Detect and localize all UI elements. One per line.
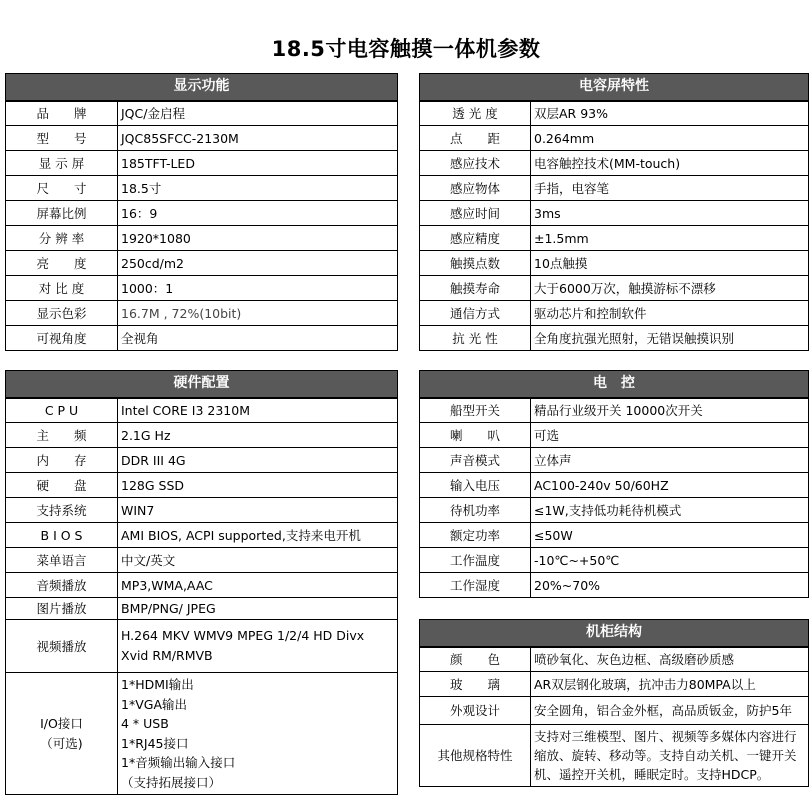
table-row: [6, 276, 398, 301]
spec-label: 船型开关: [420, 398, 531, 423]
spec-label: 感应精度: [420, 226, 531, 251]
table-row: [420, 423, 809, 448]
spec-label: B I O S: [6, 523, 118, 548]
spec-label: 对 比 度: [6, 276, 118, 301]
table-row: [420, 647, 809, 672]
table-row: [6, 326, 398, 351]
spec-value: ≤50W: [531, 523, 809, 548]
spec-label: 品 牌: [6, 101, 118, 126]
spec-label: C P U: [6, 398, 118, 423]
table-row: [6, 201, 398, 226]
spec-label: 输入电压: [420, 473, 531, 498]
io-label: I/O接口: [40, 715, 83, 731]
table-row: [420, 126, 809, 151]
spec-value: 1920*1080: [118, 226, 398, 251]
spec-value: 16：9: [118, 201, 398, 226]
table-row: [420, 725, 809, 787]
table-row: [420, 301, 809, 326]
spec-value: 可选: [531, 423, 809, 448]
spec-label: 工作湿度: [420, 573, 531, 598]
spec-label: 音频播放: [6, 573, 118, 598]
spec-value: MP3,WMA,AAC: [118, 573, 398, 598]
spec-value: 手指，电容笔: [531, 176, 809, 201]
spec-label: 颜 色: [420, 647, 531, 672]
spec-label: 内 存: [6, 448, 118, 473]
spec-value: AMI BIOS, ACPI supported,支持来电开机: [118, 523, 398, 548]
spec-value: 驱动芯片和控制软件: [531, 301, 809, 326]
spec-value: 10点触摸: [531, 251, 809, 276]
table-row: [420, 176, 809, 201]
table-row: [6, 101, 398, 126]
touch-header: 电容屏特性: [420, 74, 809, 101]
touch-spec-table: [419, 73, 809, 351]
table-row: [6, 176, 398, 201]
spec-label: 屏幕比例: [6, 201, 118, 226]
cabinet-header: 机柜结构: [420, 620, 809, 647]
spec-value: 安全圆角，铝合金外框，高品质钣金，防护5年: [531, 697, 809, 725]
spec-label: 尺 寸: [6, 176, 118, 201]
page-title: 18.5寸电容触摸一体机参数: [271, 37, 541, 61]
spec-value: 20%~70%: [531, 573, 809, 598]
table-row: [6, 226, 398, 251]
table-row: [6, 498, 398, 523]
spec-value: 250cd/m2: [118, 251, 398, 276]
table-row: [420, 201, 809, 226]
spec-value: ≤1W,支持低功耗待机模式: [531, 498, 809, 523]
spec-label: 点 距: [420, 126, 531, 151]
spec-value: 1000：1: [118, 276, 398, 301]
spec-label: 支持系统: [6, 498, 118, 523]
display-header: 显示功能: [6, 74, 398, 101]
other-spec-line: 缩放、旋转、移动等。支持自动关机、一键开关: [534, 748, 797, 763]
table-row: [420, 398, 809, 423]
spec-label: 抗 光 性: [420, 326, 531, 351]
other-spec-label: 其他规格特性: [420, 725, 531, 787]
spec-label: 分 辨 率: [6, 226, 118, 251]
spec-value: 2.1G Hz: [118, 423, 398, 448]
power-header: 电 控: [420, 371, 809, 398]
table-row: [420, 548, 809, 573]
spec-value: ±1.5mm: [531, 226, 809, 251]
table-row: [6, 251, 398, 276]
spec-label: 感应技术: [420, 151, 531, 176]
table-row: [6, 673, 398, 795]
table-row: [420, 697, 809, 725]
spec-value: 立体声: [531, 448, 809, 473]
spec-value: 精品行业级开关 10000次开关: [531, 398, 809, 423]
table-row: [420, 151, 809, 176]
spec-value: BMP/PNG/ JPEG: [118, 598, 398, 620]
spec-label: 触摸寿命: [420, 276, 531, 301]
io-line: 1*音频输出输入接口: [121, 755, 236, 770]
spec-value: 电容触控技术(MM-touch): [531, 151, 809, 176]
spec-value: 128G SSD: [118, 473, 398, 498]
io-line: 1*VGA输出: [121, 696, 187, 712]
table-row: [6, 573, 398, 598]
table-row: [420, 672, 809, 697]
spec-value: 喷砂氧化、灰色边框、高级磨砂质感: [531, 647, 809, 672]
spec-value: 中文/英文: [118, 548, 398, 573]
spec-value: 大于6000万次，触摸游标不漂移: [531, 276, 809, 301]
io-label-note: （可选): [40, 735, 83, 751]
spec-label: 通信方式: [420, 301, 531, 326]
spec-label: 透 光 度: [420, 101, 531, 126]
spec-label: 型 号: [6, 126, 118, 151]
spec-value: 全视角: [118, 326, 398, 351]
spec-value: WIN7: [118, 498, 398, 523]
other-spec-line: 机、遥控开关机，睡眠定时。支持HDCP。: [534, 767, 770, 782]
video-line: Xvid RM/RMVB: [121, 648, 213, 663]
spec-label: 显示色彩: [6, 301, 118, 326]
spec-value: 16.7M , 72%(10bit): [118, 301, 398, 326]
table-row: [6, 151, 398, 176]
spec-label: 声音模式: [420, 448, 531, 473]
spec-value: JQC/金启程: [118, 101, 398, 126]
io-line: 4 * USB: [121, 716, 169, 731]
spec-label: 感应物体: [420, 176, 531, 201]
other-spec-line: 支持对三维模型、图片、视频等多媒体内容进行: [534, 729, 797, 744]
video-line: H.264 MKV WMV9 MPEG 1/2/4 HD Divx: [121, 628, 365, 643]
spec-value: 双层AR 93%: [531, 101, 809, 126]
spec-label: 可视角度: [6, 326, 118, 351]
table-row: [6, 301, 398, 326]
spec-value: -10℃~+50℃: [531, 548, 809, 573]
spec-label: 亮 度: [6, 251, 118, 276]
spec-label: 硬 盘: [6, 473, 118, 498]
table-row: [6, 523, 398, 548]
table-row: [420, 473, 809, 498]
spec-label: 喇 叭: [420, 423, 531, 448]
spec-label: 待机功率: [420, 498, 531, 523]
video-label: 视频播放: [6, 620, 118, 673]
table-row: [6, 126, 398, 151]
spec-value: 18.5寸: [118, 176, 398, 201]
spec-label: 触摸点数: [420, 251, 531, 276]
table-row: [6, 598, 398, 620]
table-row: [420, 326, 809, 351]
hardware-header: 硬件配置: [6, 371, 398, 398]
table-row: [6, 448, 398, 473]
spec-value: 3ms: [531, 201, 809, 226]
spec-value: AC100-240v 50/60HZ: [531, 473, 809, 498]
table-row: [420, 448, 809, 473]
table-row: [6, 548, 398, 573]
table-row: [6, 398, 398, 423]
spec-label: 外观设计: [420, 697, 531, 725]
spec-value: AR双层钢化玻璃，抗冲击力80MPA以上: [531, 672, 809, 697]
table-row: [6, 423, 398, 448]
display-spec-table: [5, 73, 398, 351]
table-row: [420, 498, 809, 523]
table-row: [6, 620, 398, 673]
spec-value: 185TFT-LED: [118, 151, 398, 176]
spec-value: 全角度抗强光照射，无错误触摸识别: [531, 326, 809, 351]
io-line: 1*HDMI输出: [121, 677, 194, 692]
table-row: [6, 473, 398, 498]
spec-label: 工作温度: [420, 548, 531, 573]
io-line: （支持拓展接口）: [121, 774, 222, 790]
spec-label: 额定功率: [420, 523, 531, 548]
table-row: [420, 101, 809, 126]
table-row: [420, 523, 809, 548]
spec-label: 菜单语言: [6, 548, 118, 573]
spec-label: 显 示 屏: [6, 151, 118, 176]
table-row: [420, 276, 809, 301]
spec-value: Intel CORE I3 2310M: [118, 398, 398, 423]
table-row: [420, 226, 809, 251]
io-line: 1*RJ45接口: [121, 735, 189, 751]
table-row: [420, 251, 809, 276]
spec-label: 玻 璃: [420, 672, 531, 697]
cabinet-spec-table: [419, 619, 809, 787]
spec-value: DDR III 4G: [118, 448, 398, 473]
spec-label: 主 频: [6, 423, 118, 448]
spec-label: 感应时间: [420, 201, 531, 226]
spec-label: 图片播放: [6, 598, 118, 620]
hardware-spec-table: [5, 370, 398, 795]
table-row: [420, 573, 809, 598]
spec-value: JQC85SFCC-2130M: [118, 126, 398, 151]
spec-value: 0.264mm: [531, 126, 809, 151]
power-spec-table: [419, 370, 809, 598]
